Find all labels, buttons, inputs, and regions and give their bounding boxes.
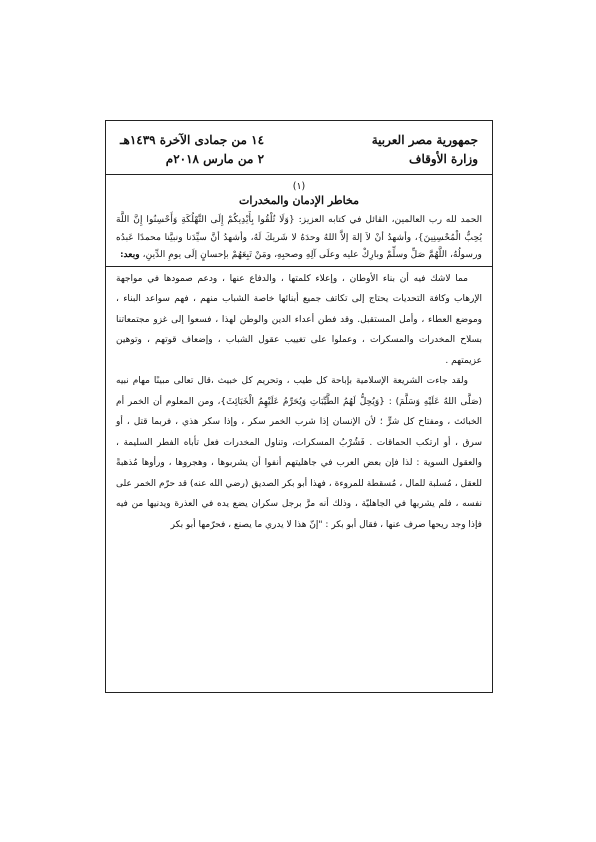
sermon-title: مخاطر الإدمان والمخدرات xyxy=(238,194,360,207)
hijri-date: ١٤ من جمادى الآخرة ١٤٣٩هـ xyxy=(120,133,265,147)
intro-text: الحمد لله رب العالمين، القائل في كتابه العزيز: {وَلَا تُلْقُوا بِأَيْدِيكُمْ إِلَى التَّهْلُكَةِ وَأَحْسِنُوا إِنَّ اللَّهَ يُحِبُّ الْمُحْسِنِينَ}، وأشهدُ أنْ لاَ إلهَ إلاَّ اللهُ وحدَهُ لا شَريكَ لَهُ، وأشهدُ أنَّ سيِّدَنا ونبيَّنا محمدًا عَبدُه ورسولُهُ، اللَّهُمَّ صَلِّ وسلِّمْ وبارِكْ عليه وعلَى آلِهِ وصحبِهِ، ومَنْ تَبِعَهُمْ بإحسانٍ إلَى يومِ الدِّينِ، xyxy=(116,214,482,260)
sermon-intro xyxy=(116,211,482,264)
section-divider xyxy=(106,266,492,267)
sermon-number: (١) xyxy=(292,181,306,192)
issuer-block xyxy=(372,131,478,169)
document-frame xyxy=(105,120,493,693)
gregorian-date: ٢ من مارس ٢٠١٨م xyxy=(165,152,265,166)
document-header xyxy=(106,121,492,175)
country-name: جمهورية مصر العربية xyxy=(371,133,478,147)
body-paragraph-2: ولقد جاءت الشريعة الإسلامية بإباحة كل طيب ، وتحريم كل خبيث ،قال تعالى مبينًا مهام نبيه (صَلَّى اللهُ عَلَيْهِ وَسَلَّمَ) : {وَيُحِلُّ لَهُمُ الطَّيِّبَاتِ وَيُحَرِّمُ عَلَيْهِمُ الْخَبَائِثَ}، ومن المعلوم أن الخمر أم الخبائث ، ومفتاح كل شرٍّ ؛ لأن الإنسان إذا شرب الخمر سكر ، وإذا سكر هذي ، فربما قتل ، أو سرق ، أو ارتكب الحماقات . فَشُرْبُ المسكرات، وتناول المخدرات فعل تأباه الفطر السليمة ، والعقول السوية : لذا فإن بعض العرب في جاهليتهم أنفوا أن يشربوها ، وهجروها ، ورأوها مُذهبةً للعقل ، مُسلبة للمال ، مُسقطة للمروءة ، فهذا أبو بكر الصديق (رضي الله عنه) قد حرّم الخمر على نفسه ، فلم يشربها في الجاهليّة ، وذلك أنه مرَّ برجل سكران يضع يده في العذرة ويدنيها من فيه فإذا وجد ريحها صرف عنها ، فقال أبو بكر : "إنّ هذا لا يدري ما يصنع ، فحرّمها أبو بكر xyxy=(116,376,482,530)
sermon-body xyxy=(116,269,482,536)
date-block xyxy=(120,131,264,169)
document-content xyxy=(106,175,492,535)
body-paragraph-1: مما لاشك فيه أن بناء الأوطان ، وإعلاء كلمتها ، والدفاع عنها ، ودعم صمودها في مواجهة الإرهاب وكافة التحديات يحتاج إلى تكاتف جميع أبنائها خاصة الشباب منهم ، فهم سواعد البناء ، وموضع العطاء ، وأمل المستقبل. وقد فطن أعداء الدين والوطن لهذا ، فسعوا إلى غزو مجتمعاتنا بسلاح المخدرات والمسكرات ، وعملوا على تغييب عقول الشباب ، وإضعاف قوتهم ، وتوهين عزيمتهم . xyxy=(116,273,482,366)
ministry-name: وزارة الأوقاف xyxy=(409,152,478,166)
intro-end: وبعد: xyxy=(120,249,140,260)
